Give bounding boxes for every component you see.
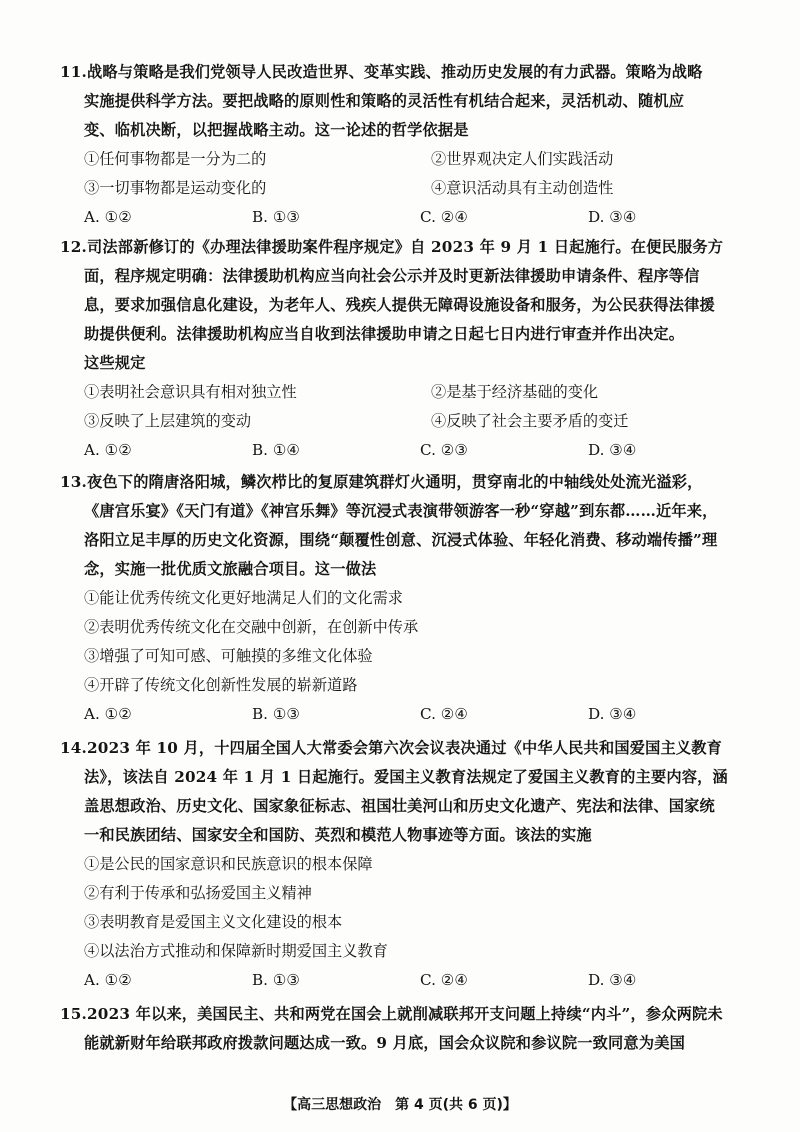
question-number: 12.: [60, 238, 88, 256]
statement-2: ②是基于经济基础的变化: [431, 383, 599, 401]
choice-row: [60, 203, 778, 232]
question-number: 11.: [60, 63, 88, 81]
question-stem: 14.2023 年 10 月，十四届全国人大常委会第六次会议表决通过《中华人民共和国爱国主义教育: [60, 734, 778, 763]
question-stem: 实施提供科学方法。要把战略的原则性和策略的灵活性有机结合起来，灵活机动、随机应: [84, 92, 685, 110]
question-stem: 盖思想政治、历史文化、国家象征标志、祖国壮美河山和历史文化遗产、宪法和法律、国家统: [84, 797, 715, 815]
question-stem: 念，实施一批优质文旅融合项目。这一做法: [84, 560, 377, 578]
choice-a[interactable]: A. ①②: [84, 705, 132, 723]
statement-1: ①表明社会意识具有相对独立性: [84, 383, 297, 401]
statement-3: ③反映了上层建筑的变动: [84, 412, 252, 430]
question-12: [60, 233, 778, 465]
choice-a[interactable]: A. ①②: [84, 208, 132, 226]
statement-2: ②表明优秀传统文化在交融中创新，在创新中传承: [84, 618, 419, 636]
question-stem: 法》，该法自 2024 年 1 月 1 日起施行。爱国主义教育法规定了爱国主义教育的主要内容，涵: [84, 768, 728, 786]
choice-b[interactable]: B. ①③: [252, 971, 301, 989]
question-stem: 《唐宫乐宴》《天门有道》《神宫乐舞》等沉浸式表演带领游客一秒“穿越”到东都……近年来，: [84, 502, 718, 520]
question-stem: 能就新财年给联邦政府拨款问题达成一致。9 月底，国会众议院和参议院一致同意为美国: [84, 1034, 685, 1052]
choice-row: [60, 700, 778, 729]
choice-c[interactable]: C. ②④: [420, 705, 468, 723]
statement-row: [60, 174, 778, 203]
choice-c[interactable]: C. ②④: [420, 208, 468, 226]
statement-row: [60, 407, 778, 436]
choice-d[interactable]: D. ③④: [588, 705, 637, 723]
choice-row: [60, 966, 778, 995]
choice-row: [60, 436, 778, 465]
question-14: [60, 734, 778, 995]
question-11: [60, 58, 778, 232]
statement-3: ③表明教育是爱国主义文化建设的根本: [84, 913, 343, 931]
choice-b[interactable]: B. ①③: [252, 208, 301, 226]
question-number: 13.: [60, 473, 88, 491]
statement-row: [60, 145, 778, 174]
choice-d[interactable]: D. ③④: [588, 208, 637, 226]
choice-a[interactable]: A. ①②: [84, 441, 132, 459]
statement-row: [60, 378, 778, 407]
question-stem: 变、临机决断，以把握战略主动。这一论述的哲学依据是: [84, 121, 469, 139]
choice-a[interactable]: A. ①②: [84, 971, 132, 989]
choice-b[interactable]: B. ①④: [252, 441, 301, 459]
choice-b[interactable]: B. ①③: [252, 705, 301, 723]
choice-d[interactable]: D. ③④: [588, 441, 637, 459]
question-stem: 15.2023 年以来，美国民主、共和两党在国会上就削减联邦开支问题上持续“内斗”，参众两院未: [60, 1000, 778, 1029]
statement-4: ④开辟了传统文化创新性发展的崭新道路: [84, 676, 358, 694]
statement-4: ④以法治方式推动和保障新时期爱国主义教育: [84, 942, 388, 960]
choice-c[interactable]: C. ②④: [420, 971, 468, 989]
question-stem: 11.战略与策略是我们党领导人民改造世界、变革实践、推动历史发展的有力武器。策略为战略: [60, 58, 778, 87]
statement-1: ①是公民的国家意识和民族意识的根本保障: [84, 855, 373, 873]
statement-4: ④意识活动具有主动创造性: [431, 179, 614, 197]
question-13: [60, 468, 778, 729]
question-15: [60, 1000, 778, 1058]
question-stem: 12.司法部新修订的《办理法律援助案件程序规定》自 2023 年 9 月 1 日起施行。在便民服务方: [60, 233, 778, 262]
question-stem: 13.夜色下的隋唐洛阳城，鳞次栉比的复原建筑群灯火通明，贯穿南北的中轴线处处流光溢彩，: [60, 468, 778, 497]
statement-2: ②有利于传承和弘扬爱国主义精神: [84, 884, 312, 902]
question-number: 15.: [60, 1005, 88, 1023]
statement-2: ②世界观决定人们实践活动: [431, 150, 614, 168]
statement-1: ①能让优秀传统文化更好地满足人们的文化需求: [84, 589, 403, 607]
statement-3: ③增强了可知可感、可触摸的多维文化体验: [84, 647, 373, 665]
question-stem: 助提供便利。法律援助机构应当自收到法律援助申请之日起七日内进行审查并作出决定。: [84, 325, 685, 343]
statement-3: ③一切事物都是运动变化的: [84, 179, 267, 197]
question-stem: 一和民族团结、国家安全和国防、英烈和模范人物事迹等方面。该法的实施: [84, 826, 592, 844]
page-footer: 【高三思想政治 第 4 页(共 6 页)】: [283, 1097, 517, 1113]
choice-d[interactable]: D. ③④: [588, 971, 637, 989]
statement-4: ④反映了社会主要矛盾的变迁: [431, 412, 629, 430]
choice-c[interactable]: C. ②③: [420, 441, 468, 459]
question-stem: 洛阳立足丰厚的历史文化资源，围绕“颠覆性创意、沉浸式体验、年轻化消费、移动端传播”理: [84, 531, 718, 549]
question-stem: 息，要求加强信息化建设，为老年人、残疾人提供无障碍设施设备和服务，为公民获得法律援: [84, 296, 715, 314]
question-stem: 这些规定: [84, 354, 146, 372]
question-stem: 面，程序规定明确：法律援助机构应当向社会公示并及时更新法律援助申请条件、程序等信: [84, 267, 700, 285]
question-number: 14.: [60, 739, 88, 757]
statement-1: ①任何事物都是一分为二的: [84, 150, 267, 168]
